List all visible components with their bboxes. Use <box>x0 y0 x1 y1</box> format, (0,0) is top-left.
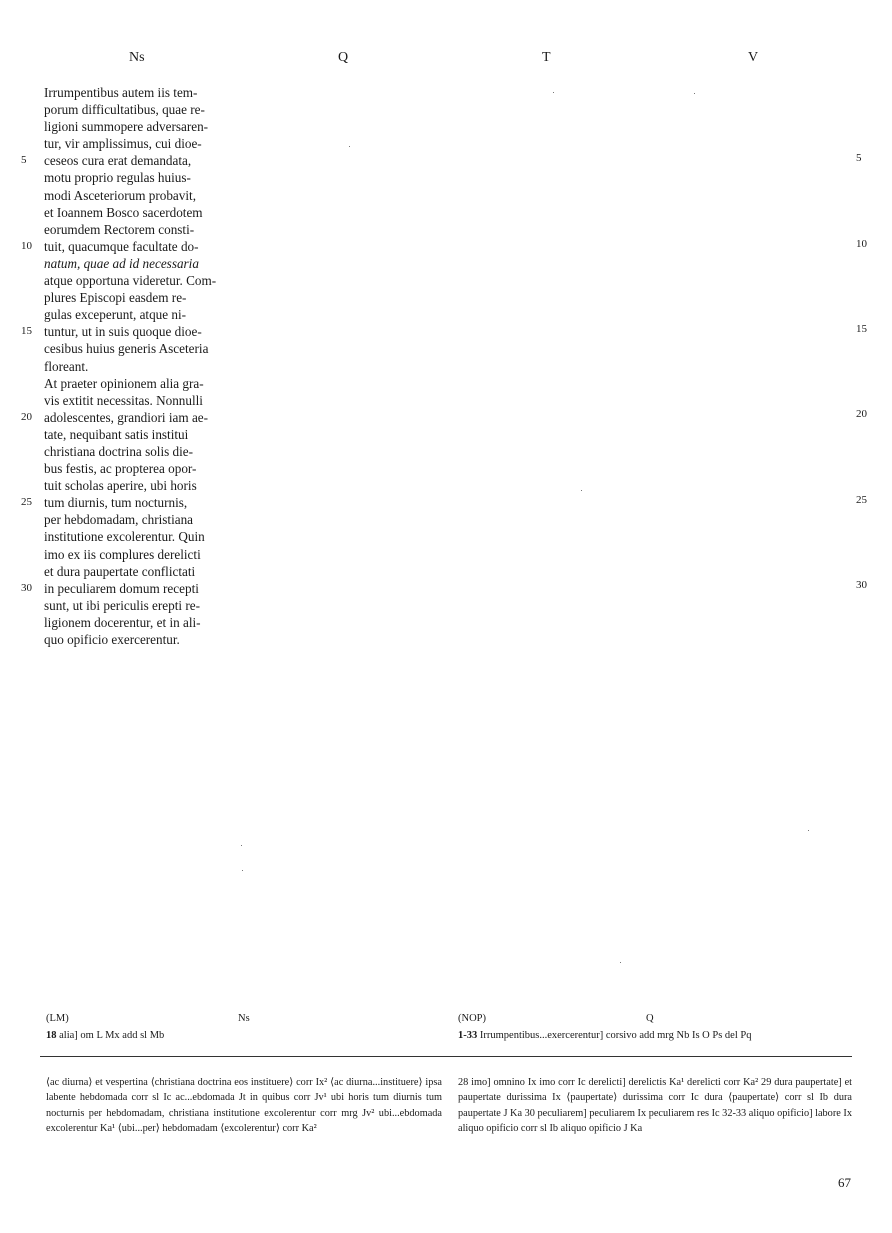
notes-right: 28 imo] omnino Ix imo corr Ic derelicti] derelictis Ka¹ derelicti corr Ka² 29 dura paupertate] et paupertate durissima Ix ⟨paupertate⟩ durissima corr Ic dura ⟨paupertate⟩ corr sl Ib dura paupertate J Ka 30 peculiarem] peculiarem Ix peculiarem res Ic 32-33 aliquo opificio] labore Ix aliquo opificio corr sl Ib aliquo opificio J Ka <box>458 1077 852 1135</box>
apparatus-left-entry-text: alia] om L Mx add sl Mb <box>59 1030 165 1041</box>
text-line: in peculiarem domum recepti <box>44 580 199 596</box>
text-line: et Ioannem Bosco sacerdotem <box>44 204 203 220</box>
text-line: floreant. <box>44 358 89 374</box>
text-line: imo ex iis complures derelicti <box>44 546 201 562</box>
text-line: ceseos cura erat demandata, <box>44 153 192 169</box>
text-line: cesibus huius generis Asceteria <box>44 341 209 357</box>
text-line: tur, vir amplissimus, cui dioe- <box>44 136 202 152</box>
text-line: ligionem docerentur, et in ali- <box>44 614 201 630</box>
apparatus-right-entry-number: 1-33 <box>458 1030 478 1041</box>
scan-speck <box>620 962 621 963</box>
text-line: motu proprio regulas huius- <box>44 170 191 186</box>
text-line: modi Asceteriorum probavit, <box>44 187 196 203</box>
column-head-v: V <box>748 50 759 65</box>
column-head-q: Q <box>338 50 349 65</box>
column-head-t: T <box>542 50 551 65</box>
apparatus-left-entry <box>46 1029 164 1043</box>
apparatus-left-group: (LM) <box>46 1013 69 1024</box>
line-number-5: 5 <box>21 154 27 166</box>
apparatus-right-siglum: Q <box>646 1013 654 1024</box>
text-line: tuntur, ut in suis quoque dioe- <box>44 324 202 340</box>
line-number-right-30: 30 <box>856 579 867 591</box>
text-line: christiana doctrina solis die- <box>44 443 194 459</box>
line-number-right-20: 20 <box>856 408 867 420</box>
text-line: per hebdomadam, christiana <box>44 512 194 528</box>
line-number-right-5: 5 <box>856 152 862 164</box>
apparatus-right-entry-text: Irrumpentibus...exercerentur] corsivo add mrg Nb Is O Ps del Pq <box>479 1030 752 1041</box>
line-number-10: 10 <box>21 240 32 252</box>
text-line: institutione excolerentur. Quin <box>44 529 205 545</box>
text-line: At praeter opinionem alia gra- <box>44 375 204 391</box>
scan-speck <box>241 845 242 846</box>
text-line-italic: natum, quae ad id necessaria <box>44 255 199 271</box>
text-line: tuit, quacumque facultate do- <box>44 238 199 254</box>
line-number-right-25: 25 <box>856 494 867 506</box>
column-head-ns: Ns <box>129 50 145 65</box>
text-line: atque opportuna videretur. Com- <box>44 273 217 289</box>
scan-speck <box>553 92 554 93</box>
text-line: et dura paupertate conflictati <box>44 563 196 579</box>
scan-speck <box>808 830 809 831</box>
text-line: eorumdem Rectorem consti- <box>44 221 195 237</box>
text-line: plures Episcopi easdem re- <box>44 290 187 306</box>
text-line: sunt, ut ibi periculis erepti re- <box>44 597 201 613</box>
text-line: adolescentes, grandiori iam ae- <box>44 409 209 425</box>
text-line: porum difficultatibus, quae re- <box>44 102 205 118</box>
text-line: bus festis, ac propterea opor- <box>44 461 197 477</box>
text-line: Irrumpentibus autem iis tem- <box>44 85 198 100</box>
scan-speck <box>581 490 582 491</box>
text-line: gulas exceperunt, atque ni- <box>44 307 187 323</box>
main-text <box>44 84 240 648</box>
apparatus-left-siglum: Ns <box>238 1013 250 1024</box>
apparatus-divider <box>40 1056 852 1057</box>
notes-left: ⟨ac diurna⟩ et vespertina ⟨christiana doctrina eos instituere⟩ corr Ix² ⟨ac diurna...instituere⟩ ipsa labente hebdomada corr sl Ic ac...ebdomada Jt in quibus corr Jv¹ ubi horis tum diurnis tum nocturnis per hebdomadam, christiana institutione excolerentur corr mrg Jv² ubi...ebdomada excolerentur Ka¹ ⟨ubi...per⟩ hebdomadam ⟨excolerentur⟩ corr Ka² <box>46 1077 442 1135</box>
text-line: vis extitit necessitas. Nonnulli <box>44 392 203 408</box>
line-number-25: 25 <box>21 496 32 508</box>
text-line: tate, nequibant satis institui <box>44 426 189 442</box>
page-number: 67 <box>838 1175 851 1190</box>
apparatus-right-group: (NOP) <box>458 1013 486 1024</box>
line-number-right-15: 15 <box>856 323 867 335</box>
line-number-30: 30 <box>21 582 32 594</box>
scan-speck <box>242 870 243 871</box>
apparatus-left-entry-number: 18 <box>46 1030 57 1041</box>
text-line: quo opificio exercerentur. <box>44 632 180 647</box>
text-line: tum diurnis, tum nocturnis, <box>44 495 188 511</box>
text-line: tuit scholas aperire, ubi horis <box>44 478 197 494</box>
scan-speck <box>694 93 695 94</box>
scan-speck <box>349 146 350 147</box>
line-number-right-10: 10 <box>856 238 867 250</box>
line-number-15: 15 <box>21 325 32 337</box>
text-line: ligioni summopere adversaren- <box>44 119 209 135</box>
apparatus-right-entry <box>458 1029 751 1043</box>
line-number-20: 20 <box>21 411 32 423</box>
